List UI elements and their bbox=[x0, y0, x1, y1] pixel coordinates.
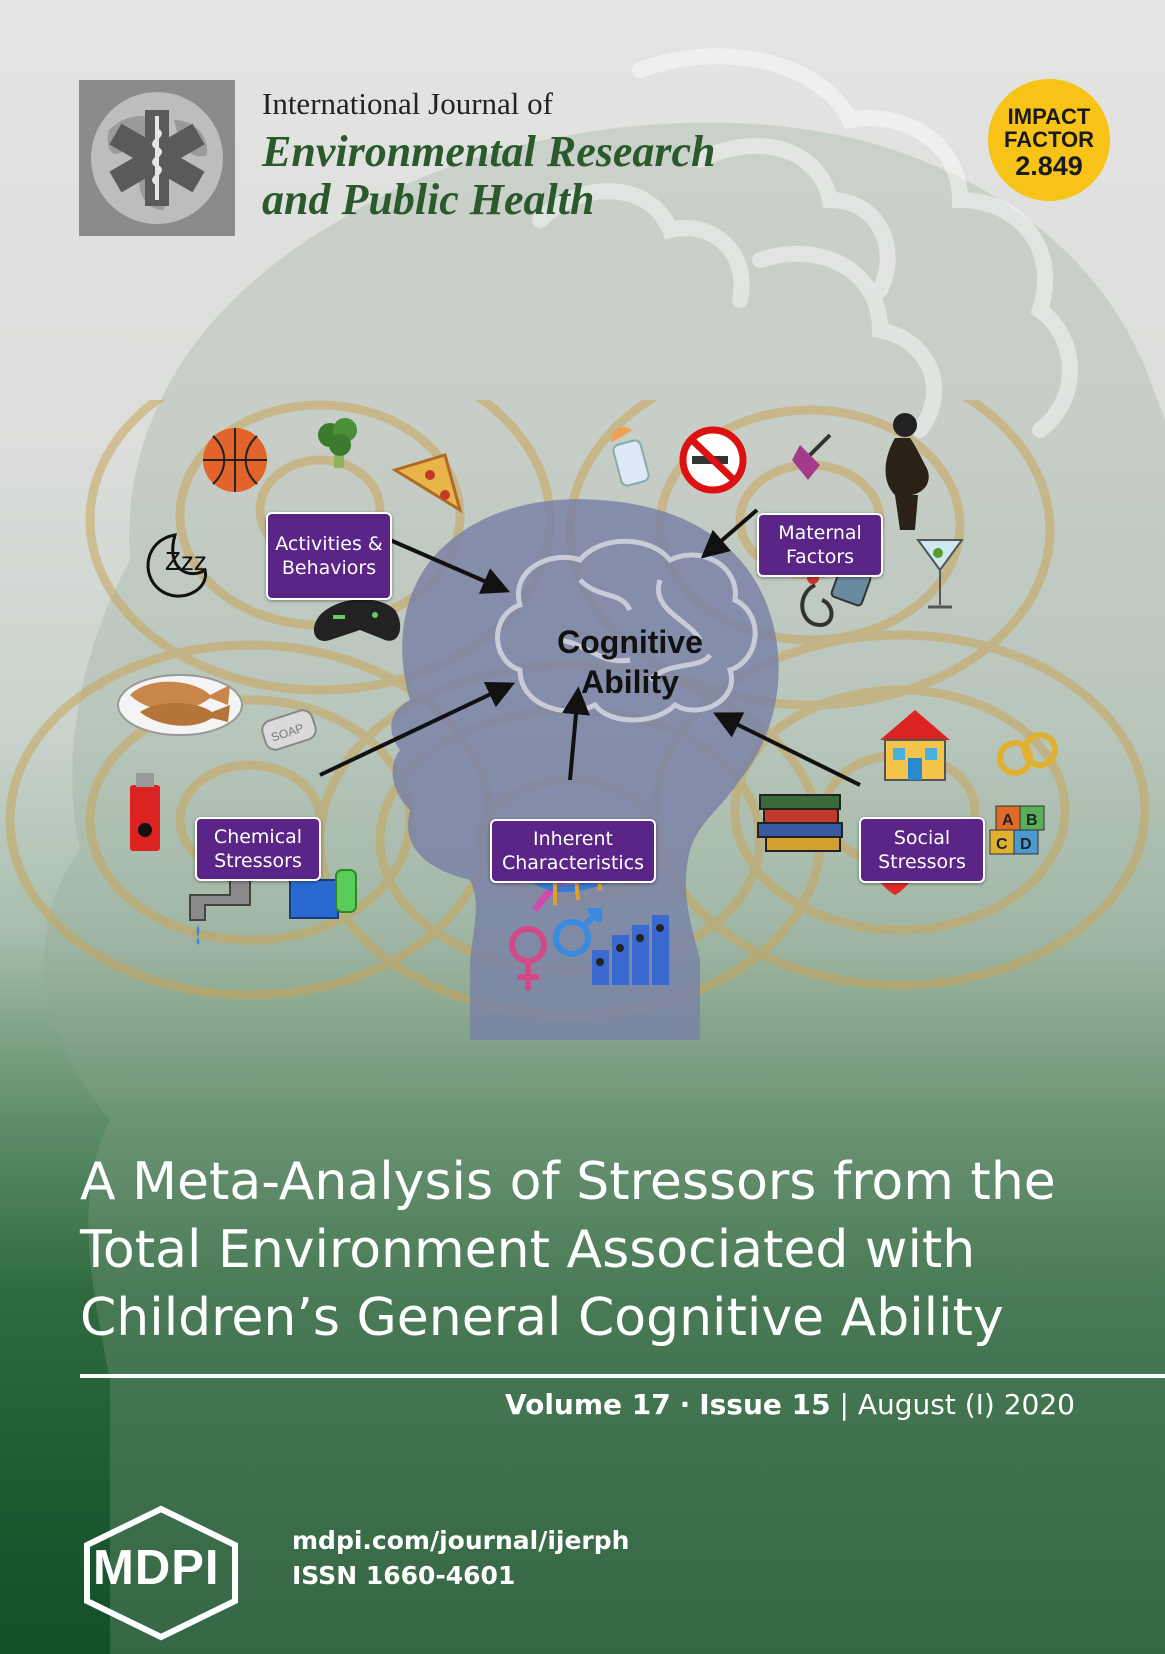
cognitive-ability-line1: Cognitive bbox=[557, 624, 703, 660]
game-controller-icon bbox=[314, 599, 400, 641]
abc-blocks-icon bbox=[990, 806, 1044, 854]
article-title-line3: Children’s General Cognitive Ability bbox=[80, 1288, 1004, 1348]
issue-divider: | bbox=[839, 1388, 849, 1421]
block-letter-c: C bbox=[996, 836, 1008, 853]
journal-name-line1: Environmental Research bbox=[262, 127, 716, 176]
journal-logo bbox=[79, 80, 235, 236]
social-box-line2: Stressors bbox=[878, 851, 966, 873]
issue-separator: · bbox=[679, 1388, 691, 1421]
block-letter-b: B bbox=[1026, 812, 1038, 829]
impact-factor-badge bbox=[988, 79, 1110, 201]
maternal-factors-box bbox=[757, 513, 883, 577]
impact-factor-value: 2.849 bbox=[1015, 151, 1083, 181]
zzz-text: Zzz bbox=[165, 546, 207, 576]
article-title-line1: A Meta-Analysis of Stressors from the bbox=[80, 1152, 1056, 1212]
house-icon bbox=[880, 710, 950, 780]
activities-box-line1: Activities & bbox=[275, 533, 383, 555]
soap-label: SOAP bbox=[269, 720, 306, 745]
social-box-line1: Social bbox=[893, 827, 951, 849]
inherent-characteristics-box bbox=[490, 819, 656, 883]
factor-label: FACTOR bbox=[1003, 127, 1095, 152]
activities-behaviors-box bbox=[266, 512, 392, 600]
sleep-icon bbox=[148, 535, 207, 596]
chemical-box-line1: Chemical bbox=[213, 826, 303, 848]
soap-bar-icon bbox=[260, 708, 319, 753]
volume-number: Volume 17 bbox=[504, 1388, 671, 1421]
pizza-slice-icon bbox=[395, 455, 460, 510]
books-stack-icon bbox=[758, 795, 842, 851]
baby-bottle-icon bbox=[608, 425, 650, 487]
impact-label: IMPACT bbox=[1007, 104, 1091, 129]
makeup-brush-icon bbox=[792, 435, 830, 480]
inherent-box-line1: Inherent bbox=[533, 828, 613, 850]
article-title bbox=[80, 1148, 1140, 1352]
issn-number: ISSN 1660-4601 bbox=[292, 1561, 516, 1590]
cognitive-ability-label bbox=[530, 622, 730, 702]
social-stressors-box bbox=[859, 817, 985, 883]
inherent-box-line2: Characteristics bbox=[501, 852, 645, 874]
journal-name-line2: and Public Health bbox=[262, 175, 595, 224]
maternal-box-line1: Maternal bbox=[778, 522, 862, 544]
issue-info bbox=[505, 1388, 1075, 1421]
issue-number: Issue 15 bbox=[699, 1388, 831, 1421]
article-title-line2: Total Environment Associated with bbox=[80, 1220, 976, 1280]
chemical-stressors-box bbox=[195, 817, 321, 881]
title-divider bbox=[80, 1374, 1165, 1378]
journal-url[interactable]: mdpi.com/journal/ijerph bbox=[292, 1526, 630, 1555]
issue-date: August (I) 2020 bbox=[857, 1388, 1075, 1421]
journal-name-prefix: International Journal of bbox=[262, 86, 553, 121]
basketball-icon bbox=[203, 428, 267, 492]
block-letter-a: A bbox=[1002, 812, 1014, 829]
no-smoking-icon bbox=[683, 430, 743, 490]
activities-box-line2: Behaviors bbox=[281, 557, 377, 579]
cover-figure bbox=[0, 400, 1165, 1100]
maternal-box-line2: Factors bbox=[785, 546, 855, 568]
fish-plate-icon bbox=[118, 675, 242, 735]
chemical-box-line2: Stressors bbox=[214, 850, 302, 872]
poison-spray-can-icon bbox=[130, 773, 160, 851]
figure-artwork bbox=[0, 400, 1165, 1100]
publisher-name: MDPI bbox=[93, 1541, 220, 1595]
child-head-silhouette bbox=[391, 499, 778, 1040]
cognitive-ability-line2: Ability bbox=[581, 664, 679, 700]
block-letter-d: D bbox=[1020, 836, 1032, 853]
